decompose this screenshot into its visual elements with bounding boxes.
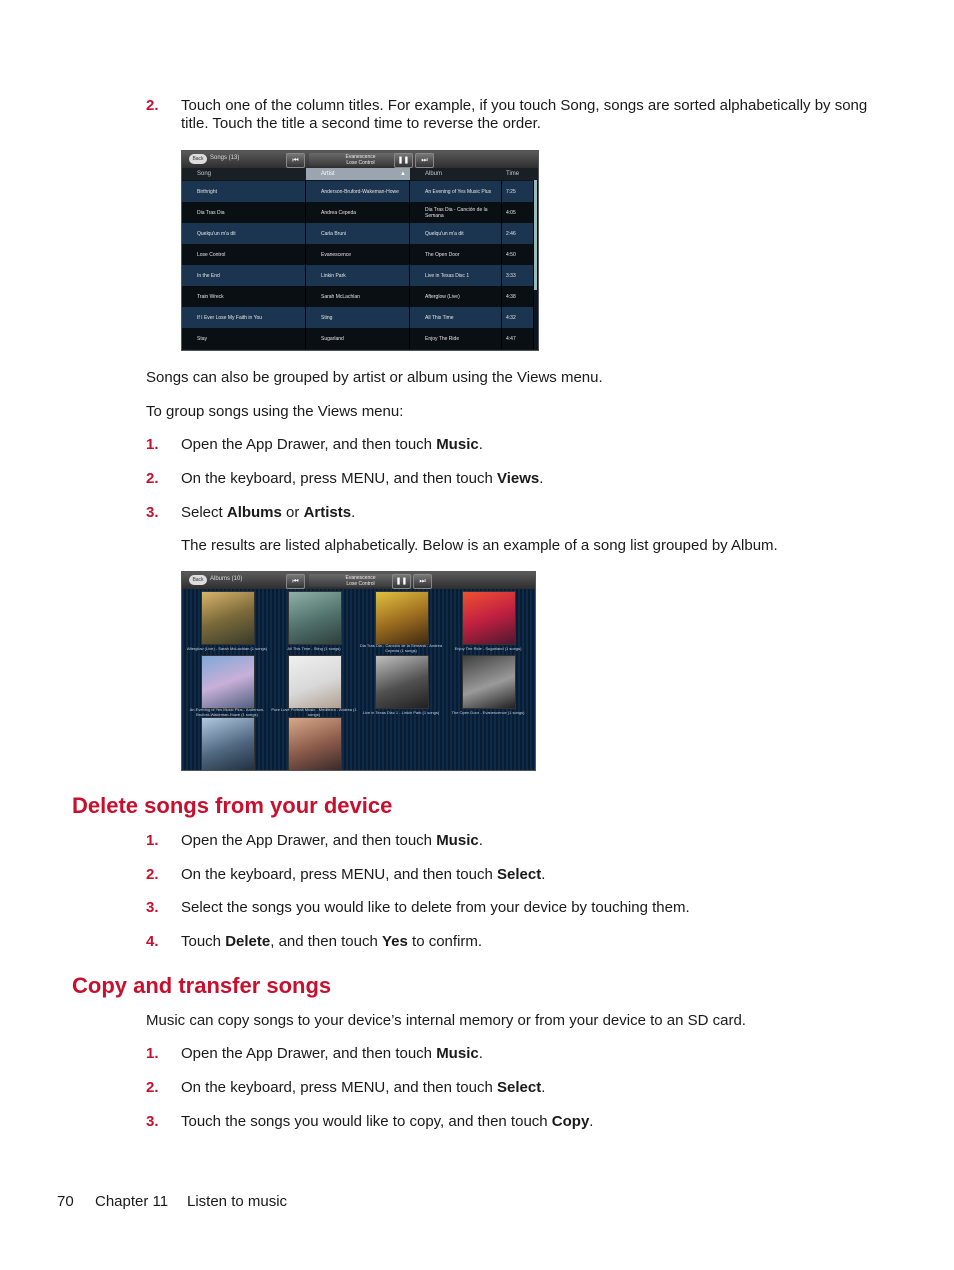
title-bar	[182, 572, 535, 589]
step-number: 2.	[146, 866, 159, 883]
album-caption: Afterglow (Live) - Sarah McLachlan (1 songs)	[186, 646, 268, 651]
table-cell: Sarah McLachlan	[306, 286, 410, 307]
step-number: 4.	[146, 933, 159, 950]
title-bar	[182, 151, 538, 168]
step-number: 3.	[146, 1113, 159, 1130]
album-cover[interactable]	[375, 591, 429, 645]
table-cell: Linkin Park	[306, 265, 410, 286]
step-number: 3.	[146, 504, 159, 521]
table-cell: Birthright	[182, 181, 306, 202]
album-cover[interactable]	[288, 717, 342, 771]
table-cell: 2:46	[502, 223, 534, 244]
songs-screenshot	[181, 150, 539, 351]
album-caption: Enjoy The Ride - Sugarland (1 songs)	[454, 646, 522, 651]
previous-icon[interactable]: ⏮	[286, 574, 305, 589]
step-number: 3.	[146, 899, 159, 916]
album-cover[interactable]	[201, 717, 255, 771]
table-cell: Quelqu'un m'a dit	[182, 223, 306, 244]
table-cell: An Evening of Yes Music Plus	[410, 181, 502, 202]
step-text: On the keyboard, press MENU, and then touch Select.	[181, 1079, 546, 1096]
table-cell: Train Wreck	[182, 286, 306, 307]
album-cover[interactable]	[201, 591, 255, 645]
album-caption: All This Time - Sting (1 songs)	[287, 646, 341, 651]
pause-icon[interactable]: ❚❚	[392, 574, 411, 589]
album-caption: The Open Door - Evanescence (1 songs)	[451, 710, 525, 715]
album-cover[interactable]	[201, 655, 255, 709]
table-cell: Live in Texas Disc 1	[410, 265, 502, 286]
album-cover[interactable]	[288, 591, 342, 645]
table-cell: Lose Control	[182, 244, 306, 265]
table-cell: Evanescence	[306, 244, 410, 265]
step-text: Select the songs you would like to delete from your device by touching them.	[181, 899, 690, 916]
next-icon[interactable]: ⏭	[415, 153, 434, 168]
step-number: 2.	[146, 470, 159, 487]
step-text: Open the App Drawer, and then touch Music.	[181, 1045, 483, 1062]
list-title: Songs (13)	[210, 155, 240, 161]
table-row[interactable]	[182, 307, 534, 328]
scrollbar[interactable]	[534, 180, 537, 290]
previous-icon[interactable]: ⏮	[286, 153, 305, 168]
table-cell: Sting	[306, 307, 410, 328]
footer-title: Listen to music	[187, 1193, 288, 1210]
column-album[interactable]: Album	[410, 168, 502, 180]
footer-chapter: Chapter 11	[95, 1193, 169, 1210]
table-cell: 4:47	[502, 328, 534, 349]
album-caption: Pure Love Portrait Music - Mediterra - Andrea (1 songs)	[271, 707, 357, 717]
table-row[interactable]	[182, 202, 534, 223]
page-number: 70	[57, 1193, 74, 1210]
table-cell: Afterglow (Live)	[410, 286, 502, 307]
table-cell: Carla Bruni	[306, 223, 410, 244]
list-title: Albums (10)	[210, 576, 243, 582]
album-cover[interactable]	[462, 655, 516, 709]
table-cell: 4:32	[502, 307, 534, 328]
table-cell: 3:33	[502, 265, 534, 286]
now-playing-artist: Evanescence	[345, 154, 376, 160]
now-playing-song: Lose Control	[346, 160, 375, 166]
step-text: Select Albums or Artists.	[181, 504, 356, 521]
paragraph: Songs can also be grouped by artist or album using the Views menu.	[146, 369, 603, 386]
column-artist-label: Artist	[321, 171, 335, 177]
step-number: 2.	[146, 97, 159, 114]
table-cell: All This Time	[410, 307, 502, 328]
step-number: 1.	[146, 436, 159, 453]
step-text: On the keyboard, press MENU, and then touch Views.	[181, 470, 544, 487]
table-cell: Dia Tras Dia - Canción de la Semana	[410, 202, 502, 223]
section-heading: Delete songs from your device	[72, 793, 393, 818]
back-button[interactable]: Back	[189, 575, 207, 585]
table-row[interactable]	[182, 265, 534, 286]
album-caption: Dia Tras Dia - Canción de la Semana - Andrea Cepeda (1 songs)	[359, 643, 443, 653]
result-text: The results are listed alphabetically. Below is an example of a song list grouped by Album.	[181, 537, 778, 554]
table-cell: Anderson-Bruford-Wakeman-Howe	[306, 181, 410, 202]
album-cover[interactable]	[375, 655, 429, 709]
step-text: Touch Delete, and then touch Yes to confirm.	[181, 933, 483, 950]
step-number: 2.	[146, 1079, 159, 1096]
table-cell: 4:38	[502, 286, 534, 307]
step-text: On the keyboard, press MENU, and then touch Select.	[181, 866, 546, 883]
table-row[interactable]	[182, 244, 534, 265]
album-cover[interactable]	[462, 591, 516, 645]
table-row[interactable]	[182, 286, 534, 307]
next-icon[interactable]: ⏭	[413, 574, 432, 589]
section-heading: Copy and transfer songs	[72, 973, 332, 998]
table-row[interactable]	[182, 223, 534, 244]
table-cell: 4:05	[502, 202, 534, 223]
step-number: 1.	[146, 1045, 159, 1062]
table-cell: Andrea Cepeda	[306, 202, 410, 223]
column-song[interactable]: Song	[182, 168, 306, 180]
table-cell: 7:25	[502, 181, 534, 202]
table-cell: Sugarland	[306, 328, 410, 349]
table-cell: Enjoy The Ride	[410, 328, 502, 349]
back-button[interactable]: Back	[189, 154, 207, 164]
paragraph: Music can copy songs to your device’s internal memory or from your device to an SD card.	[146, 1012, 746, 1029]
table-cell: If I Ever Lose My Faith in You	[182, 307, 306, 328]
table-cell: Dia Tras Dia	[182, 202, 306, 223]
paragraph: To group songs using the Views menu:	[146, 403, 404, 420]
table-row[interactable]	[182, 328, 534, 349]
now-playing-artist: Evanescence	[345, 575, 376, 581]
table-row[interactable]	[182, 181, 534, 202]
table-cell: In the End	[182, 265, 306, 286]
table-cell: Stay	[182, 328, 306, 349]
step-text: Touch the songs you would like to copy, and then touch Copy.	[181, 1113, 594, 1130]
album-caption: An Evening of Yes Music Plus - Anderson-Bruford-Wakeman-Howe (1 songs)	[189, 707, 265, 717]
table-cell: 4:50	[502, 244, 534, 265]
table-cell: The Open Door	[410, 244, 502, 265]
table-cell: Quelqu'un m'a dit	[410, 223, 502, 244]
column-artist[interactable]	[306, 168, 410, 180]
step-text: Open the App Drawer, and then touch Music.	[181, 436, 483, 453]
pause-icon[interactable]: ❚❚	[394, 153, 413, 168]
column-time[interactable]: Time	[502, 168, 538, 180]
step-number: 1.	[146, 832, 159, 849]
sort-arrow-icon: ▲	[400, 171, 406, 177]
album-cover[interactable]	[288, 655, 342, 709]
step-text: Open the App Drawer, and then touch Music.	[181, 832, 483, 849]
step-text: Touch one of the column titles. For example, if you touch Song, songs are sorted alphabetically by song title. Touch the title a second time to reverse the order.	[181, 97, 868, 132]
albums-screenshot	[181, 571, 536, 771]
album-caption: Live in Texas Disc 1 - Linkin Park (1 songs)	[362, 710, 440, 715]
now-playing-song: Lose Control	[346, 581, 375, 587]
